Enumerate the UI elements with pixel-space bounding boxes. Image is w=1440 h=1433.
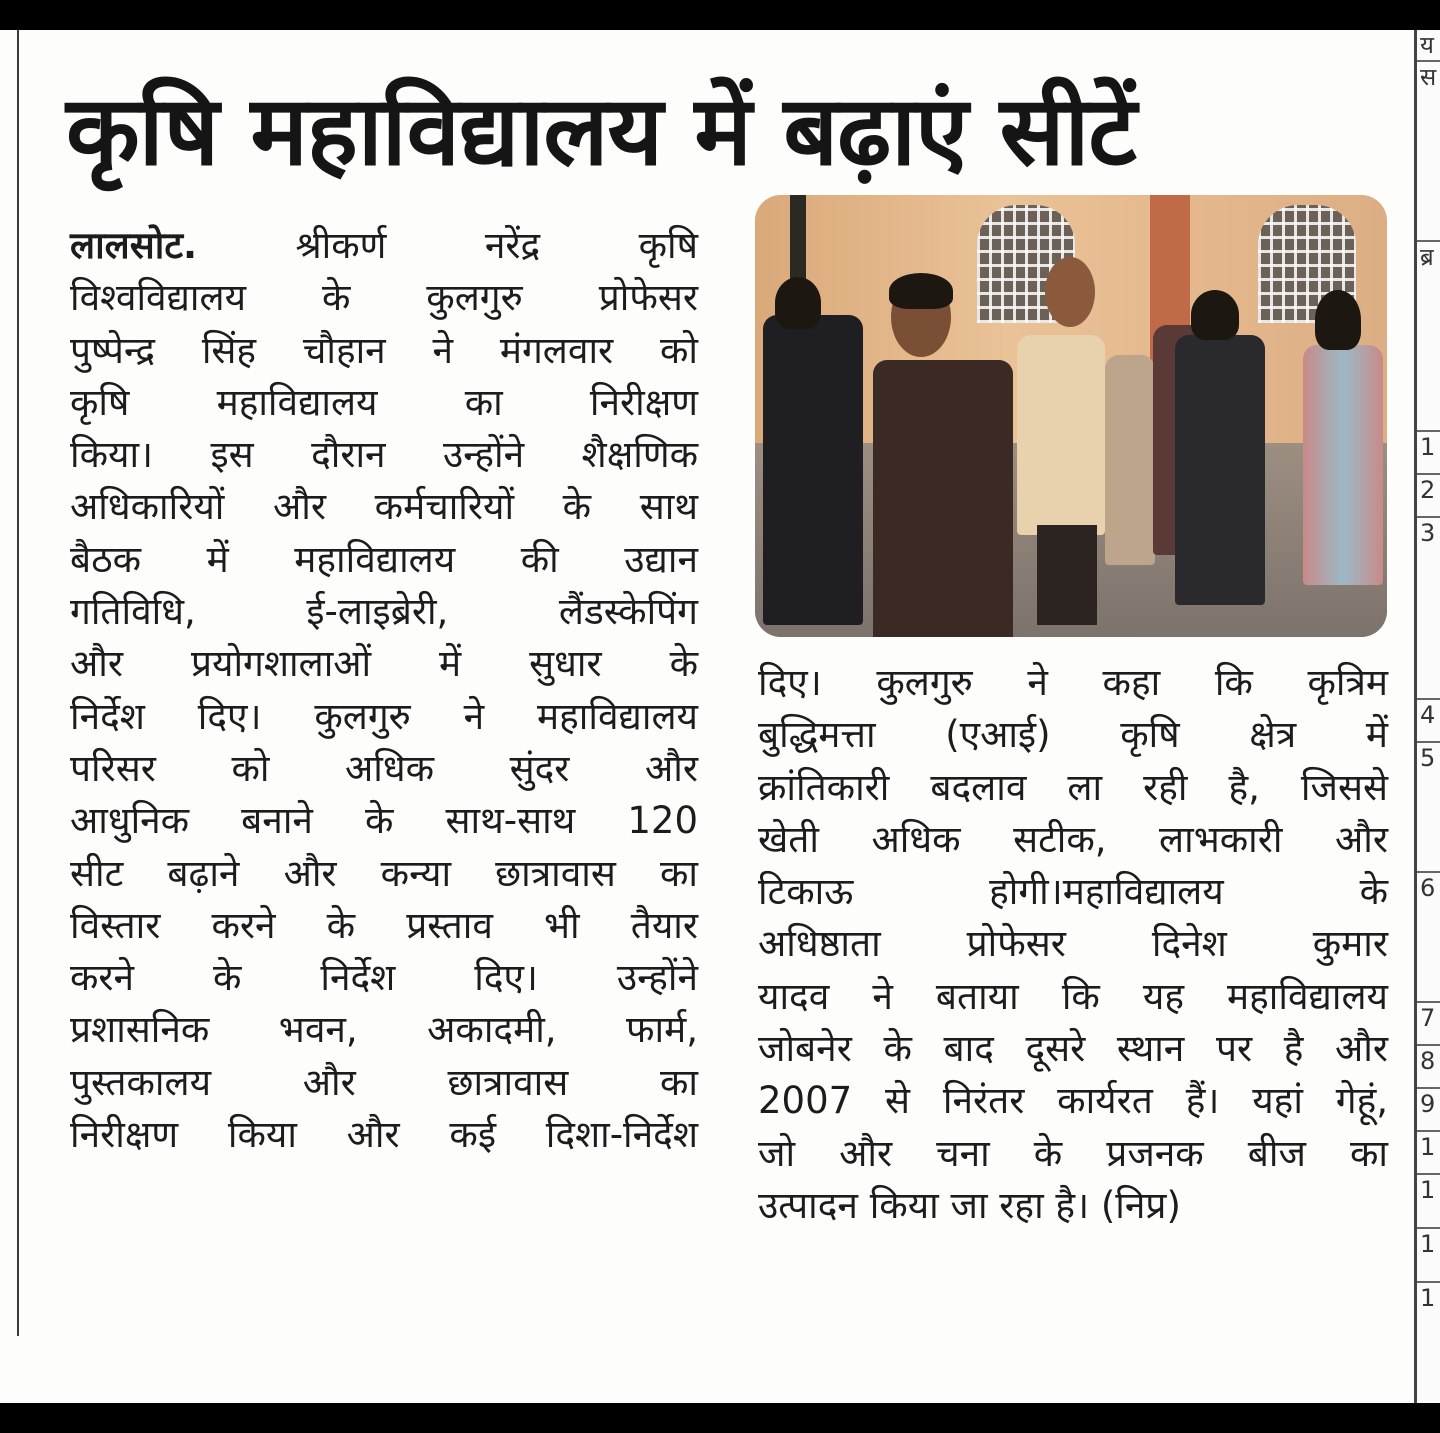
table-cell: 3 <box>1417 516 1440 698</box>
body-line: और प्रयोगशालाओं में सुधार के <box>70 642 698 686</box>
person-figure <box>1017 335 1105 535</box>
newspaper-clipping <box>0 30 1440 1403</box>
body-line: लालसोट. श्रीकर्ण नरेंद्र कृषि <box>70 224 698 267</box>
person-figure <box>873 360 1013 637</box>
body-line: उत्पादन किया जा रहा है। (निप्र) <box>758 1183 1181 1227</box>
adjacent-table-fragment <box>1414 30 1440 1403</box>
table-cell: 5 <box>1417 741 1440 871</box>
body-line: निरीक्षण किया और कई दिशा-निर्देश <box>70 1113 698 1157</box>
table-cell: ब्र <box>1417 240 1440 430</box>
body-line: अधिष्ठाता प्रोफेसर दिनेश कुमार <box>758 922 1388 966</box>
person-figure <box>763 315 863 625</box>
table-cell: य <box>1420 31 1434 59</box>
table-cell: 9 <box>1417 1087 1440 1130</box>
person-head <box>1315 290 1361 350</box>
table-cell: 1 <box>1417 1281 1440 1341</box>
body-line: कृषि महाविद्यालय का निरीक्षण <box>70 380 698 424</box>
column-rule <box>17 30 19 1336</box>
article-body-left <box>70 220 698 1161</box>
table-cell: 1 <box>1417 1227 1440 1281</box>
table-cell: 1 <box>1417 1130 1440 1173</box>
person-figure <box>1303 345 1383 585</box>
body-line: खेती अधिक सटीक, लाभकारी और <box>758 817 1388 861</box>
body-line: 2007 से निरंतर कार्यरत हैं। यहां गेहूं, <box>758 1079 1388 1123</box>
person-legs <box>1037 525 1097 625</box>
table-cell: 1 <box>1417 1173 1440 1227</box>
body-line: बैठक में महाविद्यालय की उद्यान <box>70 537 698 581</box>
person-figure <box>1175 335 1265 605</box>
body-line: बुद्धिमत्ता (एआई) कृषि क्षेत्र में <box>758 713 1388 757</box>
body-line: करने के निर्देश दिए। उन्होंने <box>70 956 698 1000</box>
body-line: किया। इस दौरान उन्होंने शैक्षणिक <box>70 433 698 477</box>
body-line: आधुनिक बनाने के साथ-साथ 120 <box>70 799 698 843</box>
table-cell: 1 <box>1417 430 1440 473</box>
table-cell: 7 <box>1417 1001 1440 1044</box>
body-line: गतिविधि, ई-लाइब्रेरी, लैंडस्केपिंग <box>70 590 698 634</box>
article-body-right <box>758 657 1388 1232</box>
body-line: निर्देश दिए। कुलगुरु ने महाविद्यालय <box>70 694 698 738</box>
table-cell: स <box>1417 60 1440 240</box>
dateline: लालसोट. <box>70 224 198 267</box>
body-line: जो और चना के प्रजनक बीज का <box>758 1131 1388 1175</box>
body-line: प्रशासनिक भवन, अकादमी, फार्म, <box>70 1008 698 1052</box>
headline: कृषि महाविद्यालय में बढ़ाएं सीटें <box>66 75 1136 187</box>
table-cell: 4 <box>1417 698 1440 741</box>
table-cell: 2 <box>1417 473 1440 516</box>
body-line: यादव ने बताया कि यह महाविद्यालय <box>758 974 1388 1018</box>
person-head <box>1191 290 1239 340</box>
body-line: परिसर को अधिक सुंदर और <box>70 746 698 790</box>
body-line: सीट बढ़ाने और कन्या छात्रावास का <box>70 851 698 895</box>
person-hair <box>889 273 953 309</box>
person-figure <box>1105 355 1155 565</box>
table-cell: 6 <box>1417 871 1440 1001</box>
body-line: क्रांतिकारी बदलाव ला रही है, जिससे <box>758 765 1388 809</box>
news-photo <box>755 195 1387 637</box>
person-head <box>1045 257 1095 327</box>
body-line: अधिकारियों और कर्मचारियों के साथ <box>70 485 698 529</box>
body-line: विस्तार करने के प्रस्ताव भी तैयार <box>70 903 698 947</box>
body-line: जोबनेर के बाद दूसरे स्थान पर है और <box>758 1027 1388 1071</box>
body-line: पुस्तकालय और छात्रावास का <box>70 1060 698 1104</box>
body-line: पुष्पेन्द्र सिंह चौहान ने मंगलवार को <box>70 328 698 372</box>
person-head <box>775 277 821 329</box>
body-line: टिकाऊ होगी।महाविद्यालय के <box>758 870 1388 914</box>
body-line: विश्वविद्यालय के कुलगुरु प्रोफेसर <box>70 276 698 320</box>
body-line: दिए। कुलगुरु ने कहा कि कृत्रिम <box>758 661 1388 704</box>
table-cell: 8 <box>1417 1044 1440 1087</box>
